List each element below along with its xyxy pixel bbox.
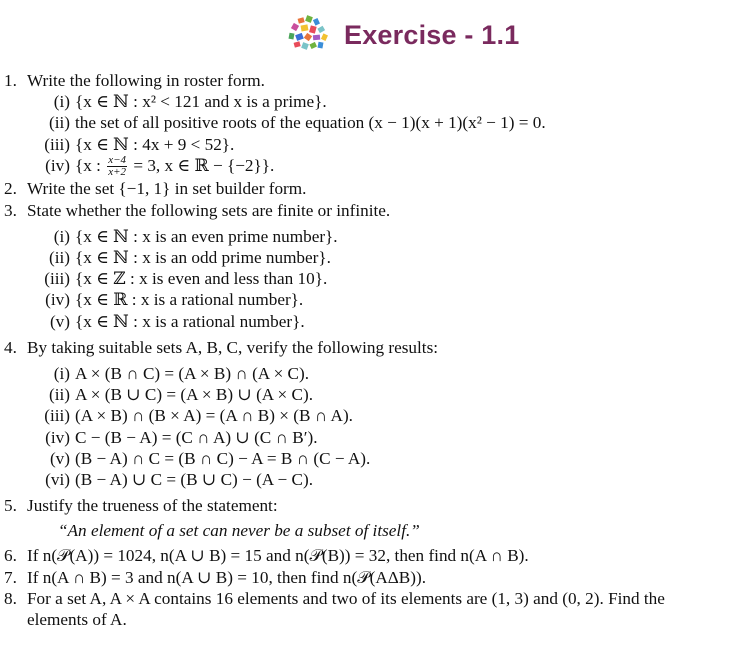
q4-sub-iv	[0, 427, 743, 448]
q1-sub-iv	[0, 155, 743, 179]
q4-sub-i	[0, 363, 743, 384]
q1-sub-iii	[0, 134, 743, 155]
question-text: State whether the following sets are finite or infinite.	[27, 200, 391, 220]
sub-label: (iv)	[45, 427, 70, 447]
question-text: If n(𝒫(A)) = 1024, n(A ∪ B) = 15 and n(𝒫(B)) = 32, then find n(A ∩ B).	[27, 546, 529, 566]
q4-sub-iii	[0, 405, 743, 426]
sub-label: (vi)	[45, 470, 70, 489]
sub-text: {x ∈ ℤ : x is even and less than 10}.	[75, 269, 328, 289]
question-7	[0, 567, 743, 588]
question-text: By taking suitable sets A, B, C, verify the following results:	[27, 337, 439, 357]
exercise-content	[0, 70, 743, 630]
question-number: 8.	[4, 588, 17, 608]
q4-sub-vi	[0, 469, 743, 490]
question-3	[0, 200, 743, 221]
question-number: 5.	[4, 496, 17, 516]
q4-sub-ii	[0, 384, 743, 405]
sub-text: A × (B ∩ C) = (A × B) ∩ (A × C).	[75, 363, 310, 383]
sub-label: (iv)	[45, 155, 70, 175]
question-8	[0, 588, 743, 609]
sub-text: (A × B) ∩ (B × A) = (A ∩ B) × (B ∩ A).	[75, 406, 353, 426]
sub-text-prefix: {x :	[75, 155, 101, 175]
fraction-numerator: x−4	[108, 154, 127, 167]
page-title: Exercise - 1.1	[344, 20, 520, 50]
question-text: If n(A ∩ B) = 3 and n(A ∪ B) = 10, then find n(𝒫(AΔB)).	[27, 567, 427, 587]
fraction	[107, 155, 127, 178]
colorful-mosaic-logo-icon	[284, 14, 334, 54]
question-text: Justify the trueness of the statement:	[27, 496, 278, 516]
q3-sub-ii	[0, 247, 743, 268]
sub-text: the set of all positive roots of the equation (x − 1)(x + 1)(x² − 1) = 0.	[75, 113, 546, 133]
q3-sub-v	[0, 311, 743, 332]
fraction-denominator: x+2	[108, 166, 127, 179]
question-text: Write the set {−1, 1} in set builder form.	[27, 179, 307, 199]
q1-sub-i	[0, 91, 743, 112]
question-number: 1.	[4, 71, 17, 90]
question-2	[0, 178, 743, 199]
sub-label: (i)	[53, 226, 70, 246]
sub-text: {x ∈ ℕ : x is a rational number}.	[75, 311, 305, 331]
sub-text: (B − A) ∩ C = (B ∩ C) − A = B ∩ (C − A).	[75, 448, 371, 468]
sub-label: (iii)	[44, 134, 70, 154]
question-number: 2.	[4, 179, 17, 199]
question-6	[0, 545, 743, 566]
question-text: For a set A, A × A contains 16 elements and two of its elements are (1, 3) and (0, 2). Find the	[27, 588, 665, 608]
question-text: Write the following in roster form.	[27, 71, 265, 90]
q4-sub-v	[0, 448, 743, 469]
q1-sub-ii	[0, 112, 743, 133]
sub-label: (ii)	[49, 247, 70, 267]
q3-sub-i	[0, 226, 743, 247]
sub-label: (iii)	[44, 269, 70, 289]
sub-text: {x ∈ ℕ : x² < 121 and x is a prime}.	[75, 92, 327, 112]
sub-text: (B − A) ∪ C = (B ∪ C) − (A − C).	[75, 470, 314, 489]
question-8-continued	[0, 609, 743, 630]
sub-text: {x ∈ ℕ : x is an odd prime number}.	[75, 247, 331, 267]
question-1	[0, 70, 743, 91]
question-number: 7.	[4, 567, 17, 587]
sub-text: C − (B − A) = (C ∩ A) ∪ (C ∩ B′).	[75, 427, 318, 447]
sub-label: (ii)	[49, 385, 70, 405]
question-4	[0, 337, 743, 358]
sub-text: {x ∈ ℕ : x is an even prime number}.	[75, 226, 338, 246]
question-number: 4.	[4, 337, 17, 357]
sub-label: (iv)	[45, 290, 70, 310]
sub-text: {x ∈ ℕ : 4x + 9 < 52}.	[75, 134, 235, 154]
sub-text-suffix: = 3, x ∈ ℝ − {−2}}.	[133, 155, 275, 175]
q3-sub-iii	[0, 268, 743, 289]
q3-sub-iv	[0, 289, 743, 310]
question-number: 3.	[4, 200, 17, 220]
sub-label: (i)	[53, 92, 70, 112]
question-number: 6.	[4, 546, 17, 566]
question-5	[0, 495, 743, 516]
sub-label: (ii)	[49, 113, 70, 133]
sub-label: (iii)	[44, 406, 70, 426]
sub-text: A × (B ∪ C) = (A × B) ∪ (A × C).	[75, 385, 314, 405]
sub-label: (v)	[49, 311, 70, 331]
exercise-header	[0, 12, 743, 68]
sub-text: {x ∈ ℝ : x is a rational number}.	[75, 290, 304, 310]
sub-label: (i)	[53, 363, 70, 383]
q5-quote: “An element of a set can never be a subset of itself.”	[58, 521, 420, 541]
sub-label: (v)	[49, 448, 70, 468]
question-text-continued: elements of A.	[27, 610, 127, 630]
